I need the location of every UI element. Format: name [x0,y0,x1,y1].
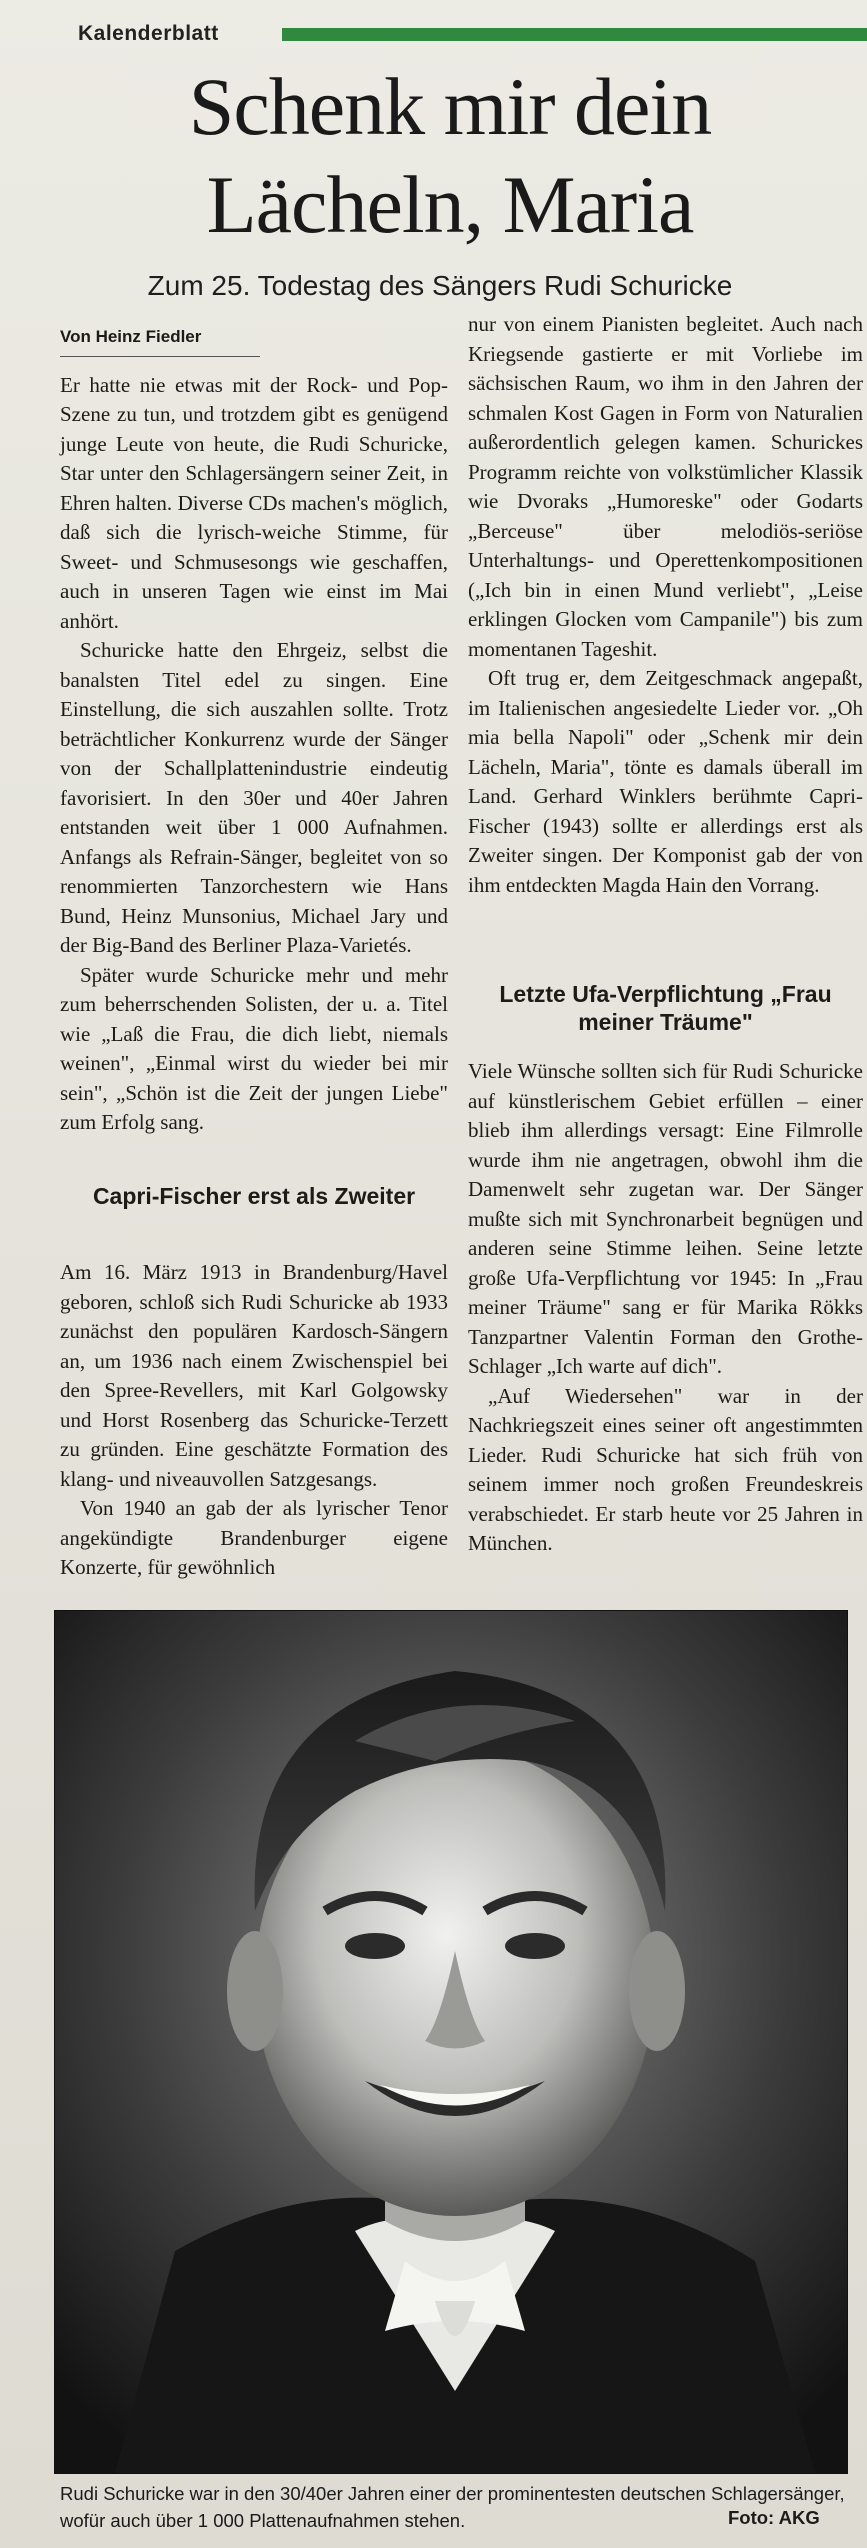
article-paragraph: Er hatte nie etwas mit der Rock- und Pop-Szene zu tun, und trotzdem gibt es genügend junge Leute von heute, die Rudi Schuricke, Star unter den Schlagersängern seiner Zeit, in Ehren halten. Diverse CDs machen's möglich, daß sich die lyrisch-weiche Stimme, für Sweet- und Schmusesongs wie geschaffen, auch in unseren Tagen wie einst im Mai anhört. [60,372,448,633]
section-kicker: Kalenderblatt [78,22,219,45]
subhead-capri-fischer: Capri-Fischer erst als Zweiter [92,1183,416,1209]
portrait-illustration [55,1611,847,2473]
article-paragraph: „Auf Wiedersehen" war in der Nachkriegszeit eines seiner oft angestimmten Lieder. Rudi Schuricke hat sich früh von seinem immer noch großen Freundeskreis verabschiedet. Er starb heute vor 25 Jahren in München. [468,1383,863,1555]
article-column-left-lower [60,1258,448,1583]
article-paragraph: nur von einem Pianisten begleitet. Auch nach Kriegsende gastierte er mit Vorliebe im sächsischen Raum, wo ihm in den Jahren der schmalen Kost Gagen in Form von Naturalien außerordentlich gelegen kamen. Schurickes Programm reichte von volkstümlicher Klassik wie Dvoraks „Humoreske" oder Godarts „Berceuse" über melodiös-seriöse Unterhaltungs- und Operettenkompositionen („Ich bin in einen Mund verliebt", „Leise erklingen Glocken vom Campanile") bis zum momentanen Tageshit. [468,312,863,661]
headline: Schenk mir dein Lächeln, Maria [188,61,712,250]
byline: Von Heinz Fiedler [60,322,260,357]
article-paragraph: Später wurde Schuricke mehr und mehr zum beherrschenden Solisten, der u. a. Titel wie „Laß die Frau, die dich liebt, niemals weinen", „Einmal wirst du wieder bei mir sein", „Schön ist die Zeit der jungen Liebe" zum Erfolg sang. [60,962,448,1134]
portrait-photo [54,1610,848,2474]
subhead-ufa: Letzte Ufa-Verpflichtung „Frau meiner Träume" [499,981,832,1035]
article-column-left [60,322,448,1138]
article-paragraph: Viele Wünsche sollten sich für Rudi Schuricke auf künstlerischem Gebiet erfüllen – einer blieb ihm allerdings versagt: Eine Filmrolle wurde ihm nie angetragen, obwohl ihm die Damenwelt sehr zugetan war. Der Sänger mußte sich mit Synchronarbeit begnügen und anderen seine Stimme leihen. Seine letzte große Ufa-Verpflichtung vor 1945: In „Frau meiner Träume" sang er für Marika Rökks Tanzpartner Valentin Forman den Grothe-Schlager „Ich warte auf dich". [468,1059,863,1378]
accent-rule [282,28,867,41]
article-column-right-lower [468,1057,863,1559]
article-paragraph: Oft trug er, dem Zeitgeschmack angepaßt, im Italienischen angesiedelte Lieder vor. „Oh mia bella Napoli" oder „Schenk mir dein Lächeln, Maria", tönte es damals überall im Land. Gerhard Winklers berühmte Capri-Fischer (1943) sollte er allerdings erst als Zweiter singen. Der Komponist gab der von ihm entdeckten Magda Hain den Vorrang. [468,666,863,897]
subheadline: Zum 25. Todestag des Sängers Rudi Schuricke [147,270,733,301]
article-paragraph: Von 1940 an gab der als lyrischer Tenor angekündigte Brandenburger eigene Konzerte, für gewöhnlich [60,1496,448,1579]
article-column-right [468,310,863,900]
article-paragraph: Schuricke hatte den Ehrgeiz, selbst die banalsten Titel edel zu singen. Eine Einstellung, die sich auszahlen sollte. Trotz beträchtlicher Konkurrenz wurde der Sänger von der Schallplattenindustrie eindeutig favorisiert. In den 30er und 40er Jahren entstanden weit über 1 000 Aufnahmen. Anfangs als Refrain-Sänger, begleitet von so renommierten Tanzorchestern wie Hans Bund, Heinz Munsonius, Michael Jary und der Big-Band des Berliner Plaza-Varietés. [60,638,448,957]
photo-credit: Foto: AKG [728,2507,820,2528]
photo-caption: Rudi Schuricke war in den 30/40er Jahren einer der prominentesten deutschen Schlagersänger, wofür auch über 1 000 Plattenaufnahmen stehen. [60,2483,845,2531]
article-paragraph: Am 16. März 1913 in Brandenburg/Havel geboren, schloß sich Rudi Schuricke ab 1933 zunächst den populären Kardosch-Sängern an, um 1936 nach einem Zwischenspiel bei den Spree-Revellers, mit Karl Golgowsky und Horst Rosenberg das Schuricke-Terzett zu gründen. Eine geschätzte Formation des klang- und niveauvollen Satzgesangs. [60,1260,448,1491]
